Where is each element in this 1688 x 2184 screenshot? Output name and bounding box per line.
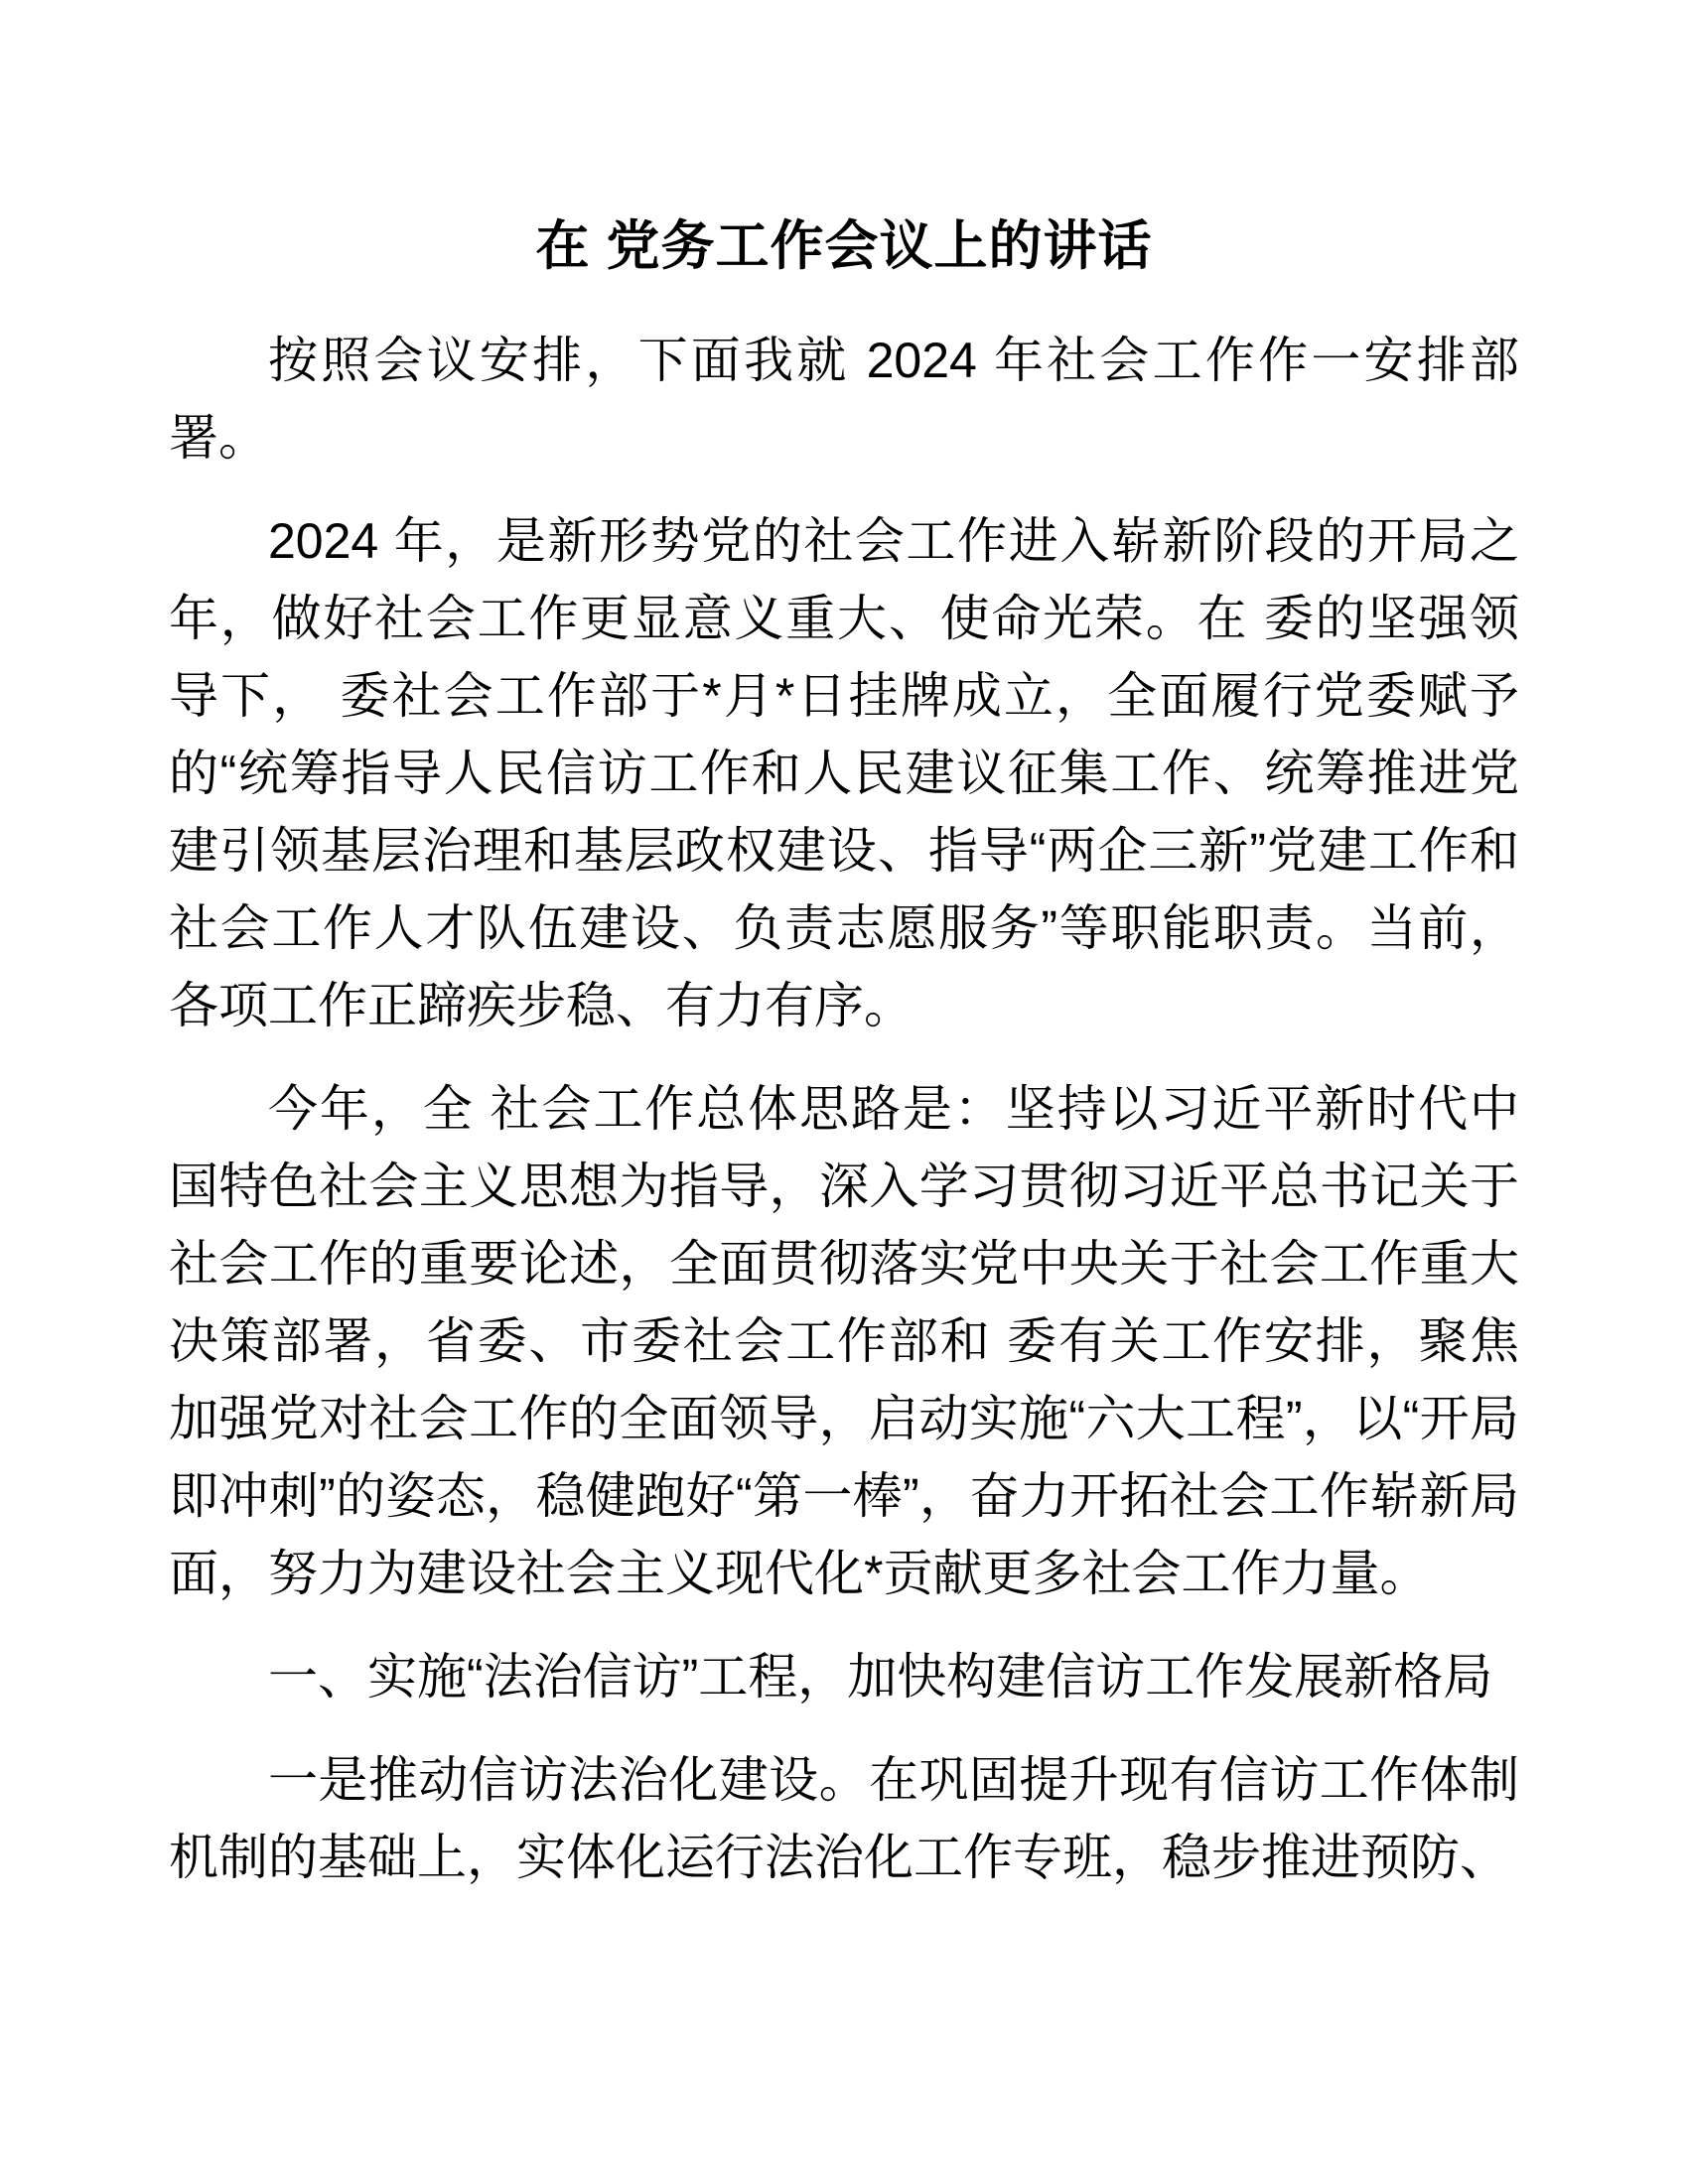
document-title: 在 党务工作会议上的讲话 [535, 216, 1153, 276]
paragraph-2024-overview: 2024 年，是新形势党的社会工作进入崭新阶段的开局之年，做好社会工作更显意义重大、使命光荣。在 委的坚强领导下， 委社会工作部于*月*日挂牌成立，全面履行党委赋予的“统筹指导人民信访工作和人民建议征集工作、统筹推进党建引领基层治理和基层政权建设、指导“两企三新”党建工作和社会工作人才队伍建设、负责志愿服务”等职能职责。当前，各项工作正蹄疾步稳、有力有序。 [169, 513, 1519, 1033]
section-heading-1: 一、实施“法治信访”工程，加快构建信访工作发展新格局 [268, 1649, 1493, 1705]
paragraph-intro: 按照会议安排，下面我就 2024 年社会工作作一安排部署。 [169, 333, 1519, 466]
paragraph-overall-approach: 今年，全 社会工作总体思路是：坚持以习近平新时代中国特色社会主义思想为指导，深入学习贯彻习近平总书记关于社会工作的重要论述，全面贯彻落实党中央关于社会工作重大决策部署，省委、市委社会工作部和 委有关工作安排，聚焦加强党对社会工作的全面领导，启动实施“六大工程”，以“开局即冲刺”的姿态，稳健跑好“第一棒”，奋力开拓社会工作崭新局面，努力为建设社会主义现代化*贡献更多社会工作力量。 [169, 1081, 1519, 1601]
paragraph-petition-rule-of-law: 一是推动信访法治化建设。在巩固提升现有信访工作体制机制的基础上，实体化运行法治化工作专班，稳步推进预防、 [169, 1752, 1519, 1885]
